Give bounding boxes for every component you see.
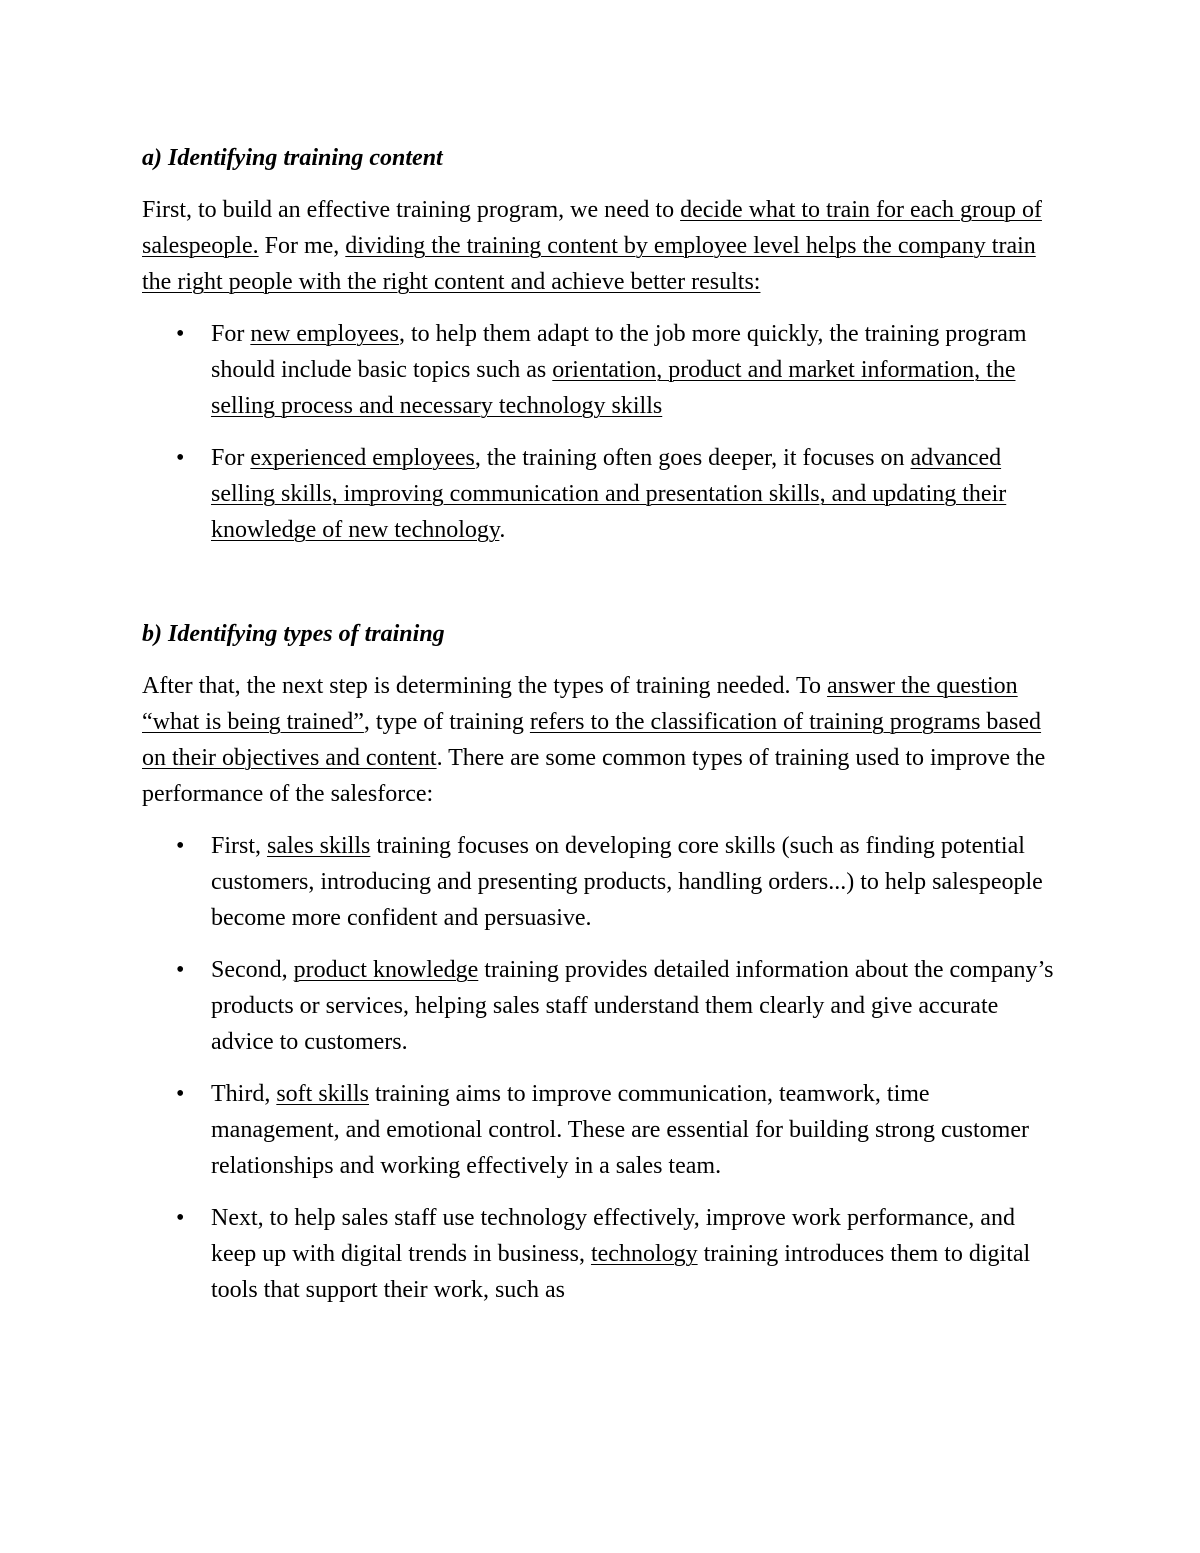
underlined-text: answer the question “what is being trained” — [142, 673, 1018, 735]
text-run: , to help them adapt to the job more quickly, the training program should include basic topics such as — [211, 321, 1027, 383]
section-a — [142, 140, 1062, 548]
list-item — [142, 440, 1062, 548]
text-run: First, to build an effective training program, we need to — [142, 197, 681, 223]
underlined-text: product knowledge — [293, 957, 479, 983]
underlined-text: new employees — [250, 321, 399, 347]
bullet-icon: • — [176, 957, 185, 983]
bullet-icon: • — [176, 445, 185, 471]
section-b-bullet-list — [142, 828, 1062, 1308]
text-run: Second, — [211, 957, 294, 983]
text-run: training provides detailed information about the company’s products or services, helping sales staff understand them clearly and give accurate advice to customers. — [211, 957, 1054, 1055]
section-b — [142, 616, 1062, 1308]
underlined-text: orientation, product and market information, the selling process and necessary technology skills — [211, 357, 1016, 419]
underlined-text: experienced employees — [250, 445, 475, 471]
bullet-icon: • — [176, 1205, 185, 1231]
bullet-icon: • — [176, 833, 185, 859]
bullet-icon: • — [176, 1081, 185, 1107]
text-run: For — [211, 445, 251, 471]
text-run: First, — [211, 833, 268, 859]
text-run: Next, to help sales staff use technology effectively, improve work performance, and keep up with digital trends in business, — [211, 1205, 1015, 1267]
underlined-text: technology — [590, 1241, 698, 1267]
text-run: training introduces them to digital tools that support their work, such as — [211, 1241, 1031, 1303]
list-item — [142, 316, 1062, 424]
underlined-text: soft skills — [276, 1081, 370, 1107]
section-b-heading: b) Identifying types of training — [142, 621, 445, 647]
text-run: For me, — [258, 233, 346, 259]
text-run: For — [211, 321, 251, 347]
list-item — [142, 1200, 1062, 1308]
text-run: training aims to improve communication, teamwork, time management, and emotional control. These are essential for building strong customer relationships and working effectively in a sales team. — [211, 1081, 1029, 1179]
document-body — [142, 140, 1062, 1324]
section-a-heading: a) Identifying training content — [142, 145, 443, 171]
underlined-text: advanced selling skills, improving communication and presentation skills, and updating their knowledge of new technology — [211, 445, 1007, 543]
text-run: . There are some common types of training used to improve the performance of the salesforce: — [142, 745, 1046, 807]
text-run: After that, the next step is determining the types of training needed. To — [142, 673, 828, 699]
text-run: Third, — [211, 1081, 277, 1107]
text-run: . — [499, 517, 506, 543]
underlined-text: sales skills — [267, 833, 371, 859]
underlined-text: refers to the classification of training programs based on their objectives and content — [142, 709, 1042, 771]
list-item — [142, 952, 1062, 1060]
underlined-text: dividing the training content by employee level helps the company train the right people with the right content and achieve better results: — [142, 233, 1036, 295]
list-item — [142, 1076, 1062, 1184]
underlined-text: decide what to train for each group of salespeople. — [142, 197, 1042, 259]
list-item — [142, 828, 1062, 936]
section-b-intro-paragraph — [142, 668, 1062, 812]
text-run: , type of training — [363, 709, 530, 735]
text-run: training focuses on developing core skills (such as finding potential customers, introducing and presenting products, handling orders...) to help salespeople become more confident and persuasive. — [211, 833, 1043, 931]
section-spacer — [142, 564, 1062, 616]
section-a-bullet-list — [142, 316, 1062, 548]
bullet-icon: • — [176, 321, 185, 347]
section-a-intro-paragraph — [142, 192, 1062, 300]
text-run: , the training often goes deeper, it focuses on — [474, 445, 911, 471]
